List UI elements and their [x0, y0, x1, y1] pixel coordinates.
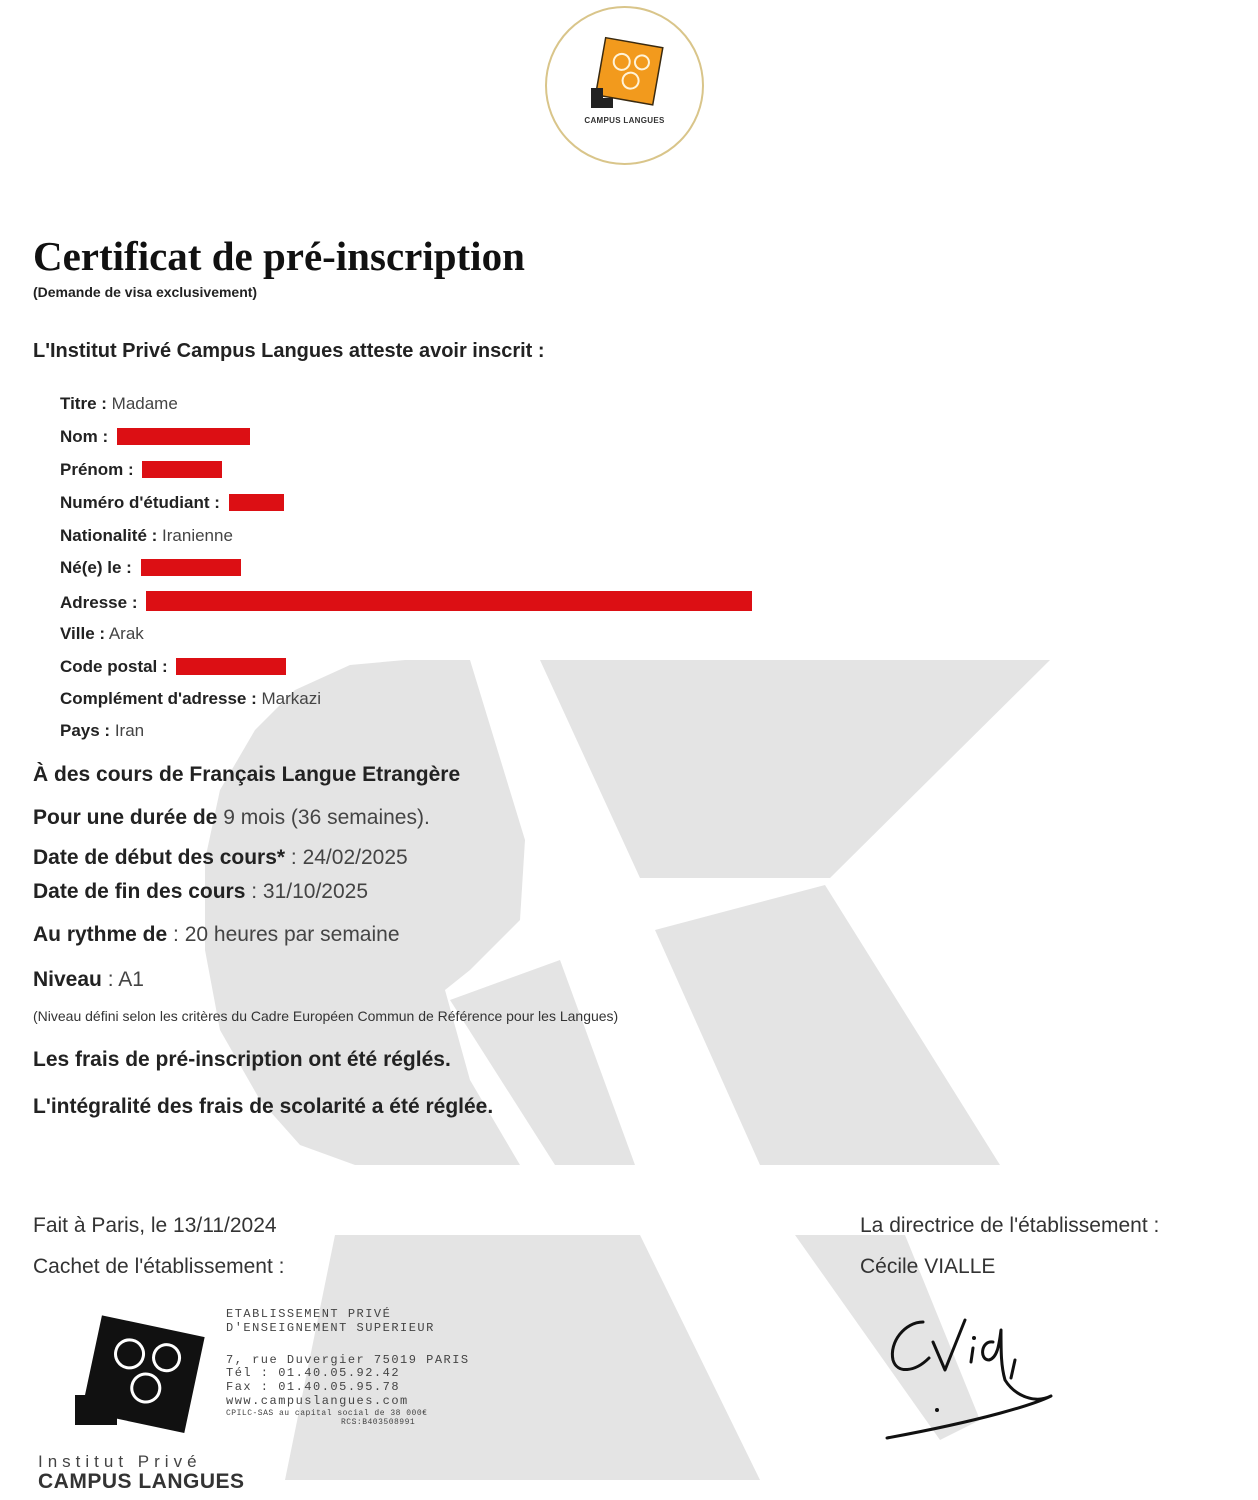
field-label: Complément d'adresse :	[60, 689, 257, 708]
course-level-label: Niveau	[33, 968, 102, 991]
director-signature	[875, 1300, 1075, 1450]
field-pays	[60, 721, 144, 741]
place-date: Fait à Paris, le 13/11/2024	[33, 1214, 277, 1237]
institute-logo	[545, 6, 704, 165]
field-nom	[60, 427, 250, 447]
field-value: Iran	[114, 721, 145, 740]
course-end-label: Date de fin des cours	[33, 880, 246, 903]
page-title: Certificat de pré-inscription	[33, 233, 525, 279]
field-titre	[60, 394, 178, 414]
stamp-address: 7, rue Duvergier 75019 PARIS	[226, 1352, 470, 1367]
course-duration	[33, 806, 430, 830]
course-rhythm	[33, 923, 400, 947]
director-label: La directrice de l'établissement :	[860, 1214, 1160, 1237]
tuition-fees-paid: L'intégralité des frais de scolarité a été réglée.	[33, 1095, 494, 1118]
stamp-logo	[70, 1315, 215, 1445]
director-name: Cécile VIALLE	[860, 1255, 996, 1278]
stamp-tel: Tél : 01.40.05.92.42	[226, 1366, 401, 1381]
stamp-legal: CPILC-SAS au capital social de 38 000€	[226, 1408, 428, 1418]
field-value: Arak	[108, 624, 144, 643]
field-label: Titre :	[60, 394, 107, 413]
field-label: Prénom :	[60, 460, 134, 479]
stamp-web: www.campuslangues.com	[226, 1393, 409, 1408]
course-end-value: : 31/10/2025	[251, 880, 369, 903]
field-numero-etudiant	[60, 493, 284, 513]
course-level-value: : A1	[107, 968, 144, 991]
course-rhythm-value: : 20 heures par semaine	[173, 923, 400, 946]
field-label: Code postal :	[60, 657, 168, 676]
field-value: Madame	[111, 394, 178, 413]
field-value: Markazi	[261, 689, 322, 708]
field-label: Nom :	[60, 427, 109, 446]
stamp-address-block	[226, 1308, 470, 1427]
stamp-fax: Fax : 01.40.05.95.78	[226, 1380, 401, 1395]
stamp-legal: RCS:B403508991	[341, 1417, 416, 1427]
stamp-caption-line: Institut Privé	[38, 1452, 202, 1471]
field-label: Pays :	[60, 721, 111, 740]
stamp-caption-line: CAMPUS LANGUES	[38, 1470, 245, 1493]
redaction-bar	[146, 591, 752, 611]
redaction-bar	[229, 494, 284, 511]
field-label: Nationalité :	[60, 526, 158, 545]
field-label: Ville :	[60, 624, 106, 643]
field-value: Iranienne	[162, 526, 233, 545]
field-label: Né(e) le :	[60, 558, 132, 577]
logo-caption: CAMPUS LANGUES	[584, 116, 665, 125]
course-end-date	[33, 880, 368, 904]
course-heading: À des cours de Français Langue Etrangère	[33, 763, 461, 786]
redaction-bar	[176, 658, 286, 675]
course-start-date	[33, 846, 408, 870]
stamp-line: ETABLISSEMENT PRIVÉ	[226, 1307, 392, 1321]
stamp-caption	[38, 1452, 245, 1494]
redaction-bar	[142, 461, 222, 478]
field-label: Adresse :	[60, 593, 138, 612]
stamp-label: Cachet de l'établissement :	[33, 1255, 285, 1278]
course-duration-value: 9 mois (36 semaines).	[223, 806, 430, 829]
course-start-label: Date de début des cours*	[33, 846, 286, 869]
course-duration-label: Pour une durée de	[33, 806, 218, 829]
course-rhythm-label: Au rythme de	[33, 923, 168, 946]
field-prenom	[60, 460, 222, 480]
stamp-line: D'ENSEIGNEMENT SUPERIEUR	[226, 1320, 435, 1335]
course-level	[33, 968, 144, 992]
field-ville	[60, 624, 144, 644]
redaction-bar	[117, 428, 250, 445]
level-note: (Niveau défini selon les critères du Cadre Européen Commun de Référence pour les Langues)	[33, 1008, 619, 1024]
field-nationalite	[60, 526, 233, 546]
preinscription-fees-paid: Les frais de pré-inscription ont été réglés.	[33, 1048, 451, 1071]
field-complement-adresse	[60, 689, 321, 709]
attestation-statement: L'Institut Privé Campus Langues atteste avoir inscrit :	[33, 340, 545, 362]
redaction-bar	[141, 559, 241, 576]
page-subtitle: (Demande de visa exclusivement)	[33, 284, 258, 300]
field-naissance	[60, 558, 241, 578]
field-label: Numéro d'étudiant :	[60, 493, 220, 512]
course-start-value: : 24/02/2025	[290, 846, 408, 869]
field-code-postal	[60, 657, 286, 677]
field-adresse	[60, 591, 752, 613]
